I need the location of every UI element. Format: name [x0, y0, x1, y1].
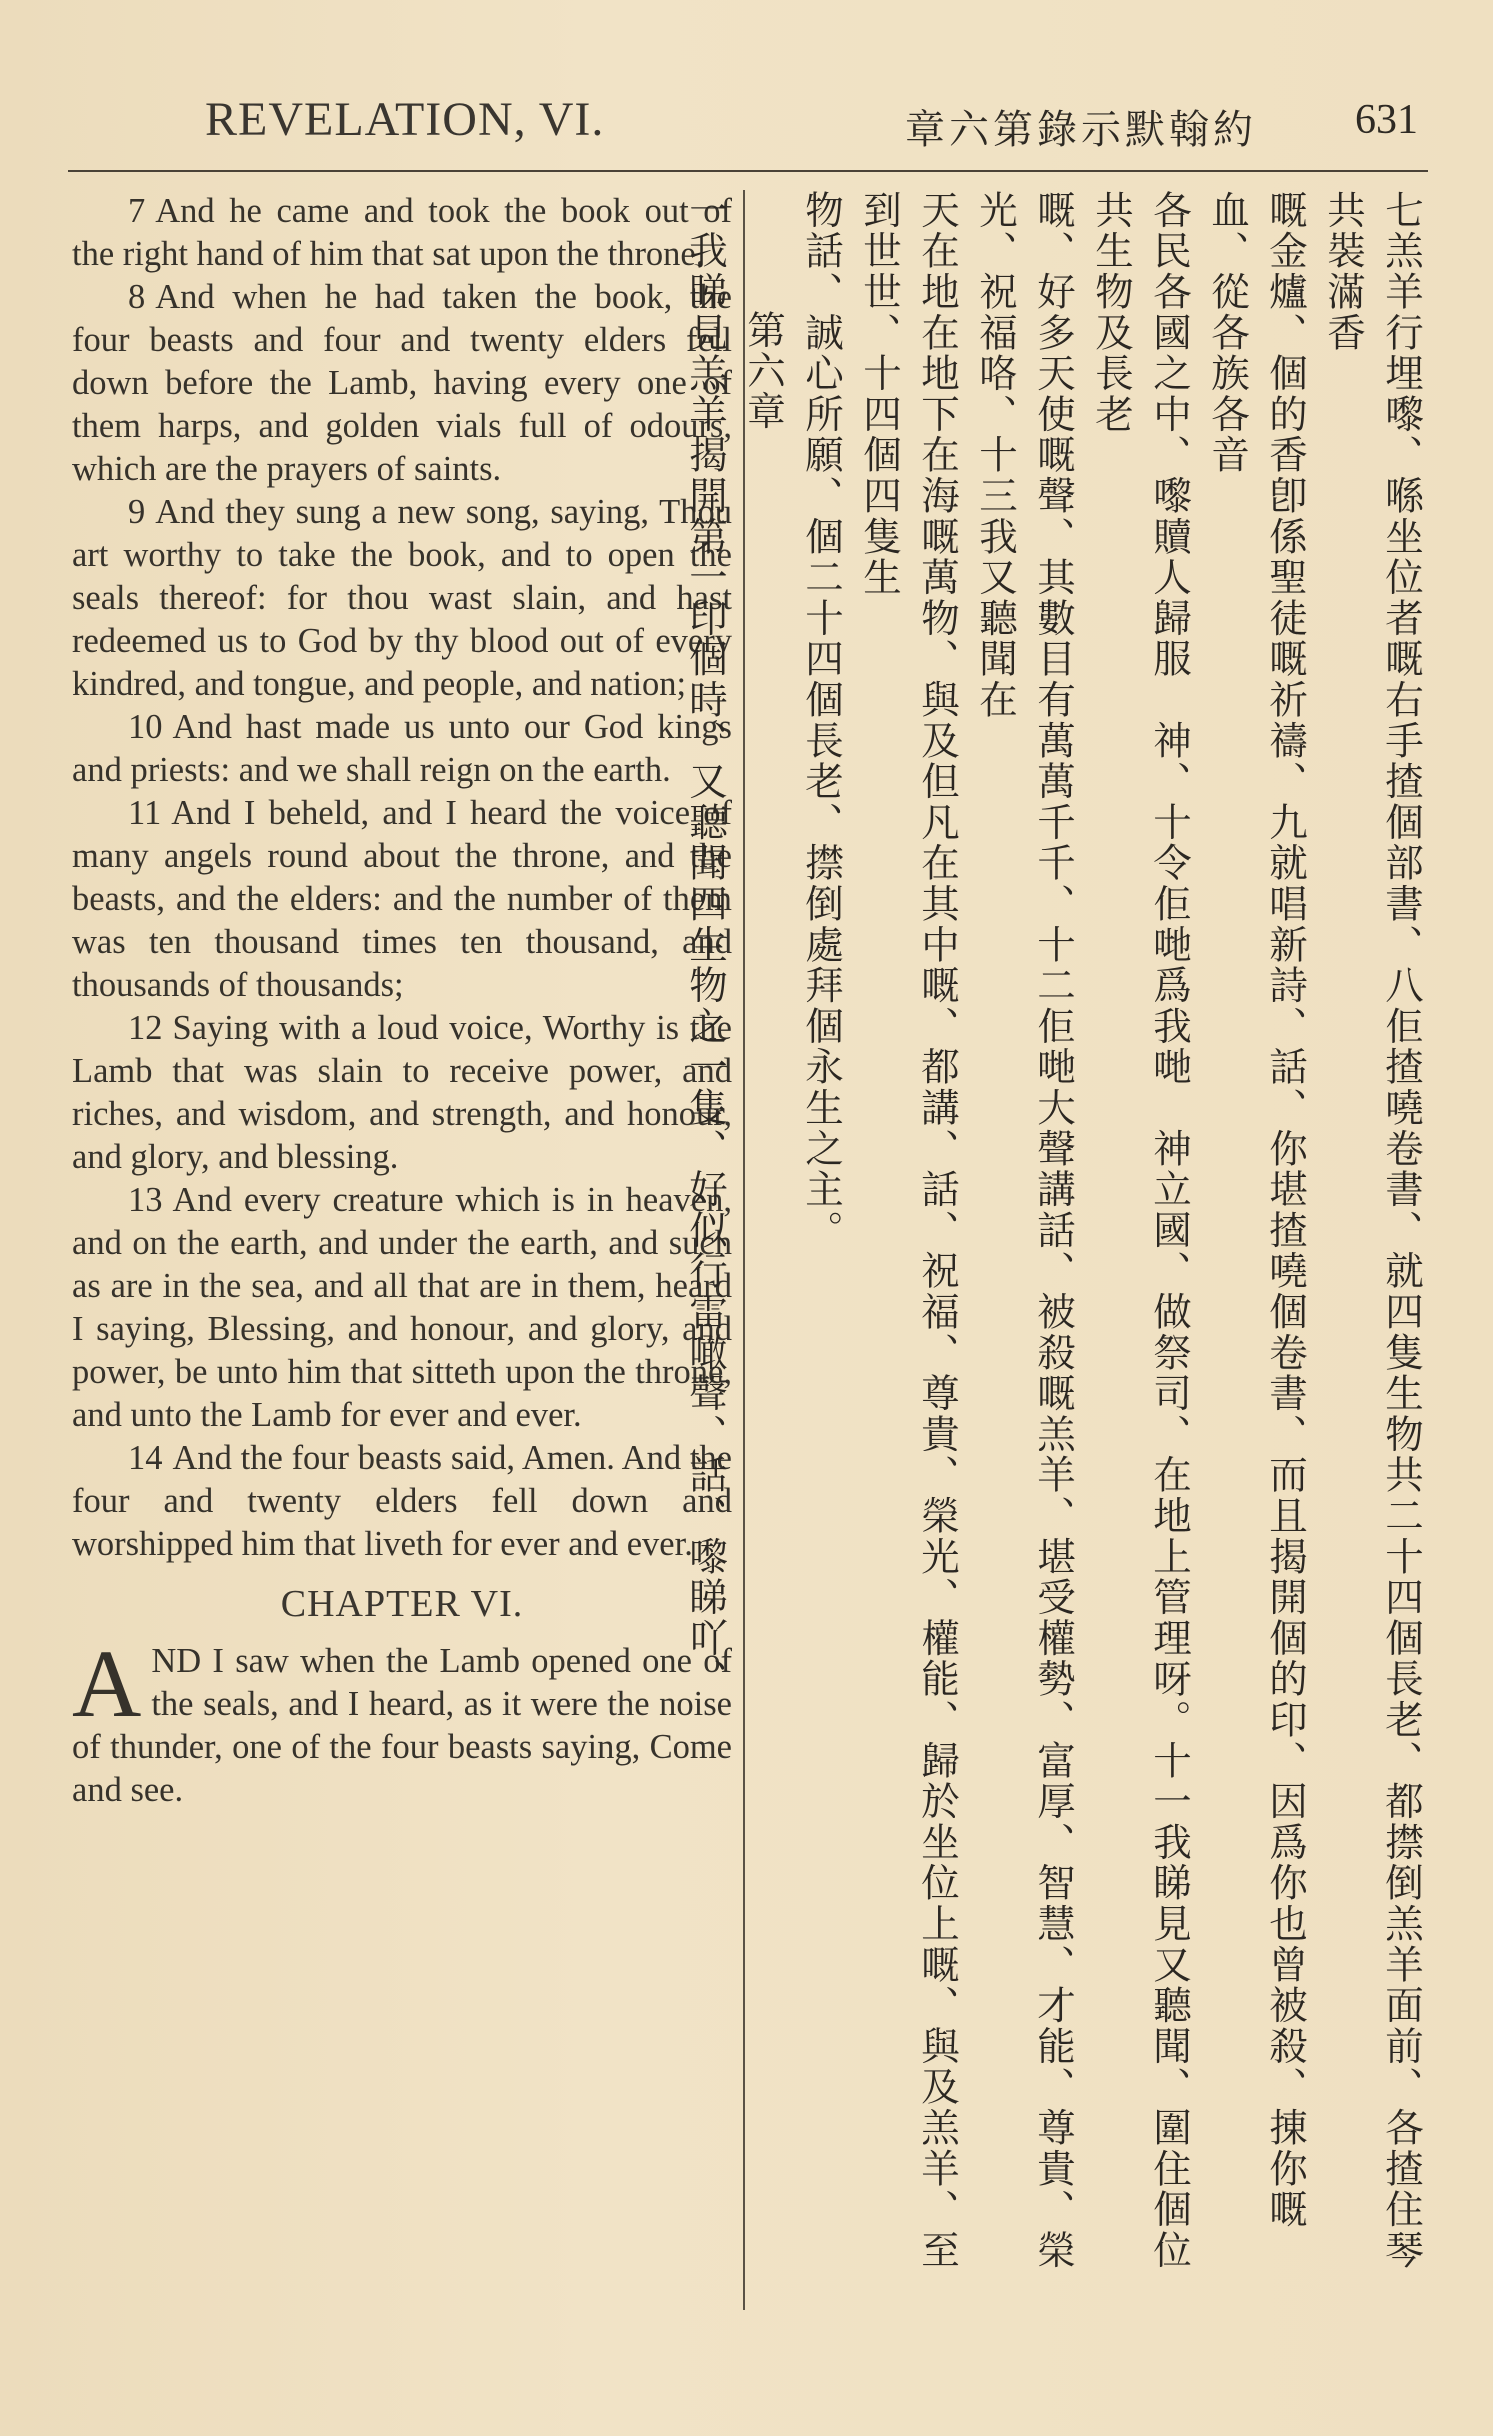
verse-13: 13 And every creature which is in heaven, and on the earth, and under the earth, and such as are in the sea, and all that are in them, heard I saying, Blessing, and honour, and glory, and power, be unto him that sitteth upon the throne, and unto the Lamb for ever and ever. [72, 1181, 732, 1434]
chinese-line: 嘅金爐、個的香卽係聖徒嘅祈禱、九就唱新詩、話、你堪揸嘵個卷書、而且揭開個的印、因爲你也曾被殺、㨂你嘅血、從各族各音 [1205, 190, 1308, 2230]
verse-7: 7 And he came and took the book out of the right hand of him that sat upon the throne. [72, 192, 732, 273]
english-column [72, 190, 732, 1812]
chapter-6-verse-1: AND I saw when the Lamb opened one of the seals, and I heard, as it were the noise of thunder, one of the four beasts saying, Come and see. [72, 1630, 732, 1809]
chinese-line: 七羔羊行埋嚟、喺坐位者嘅右手揸個部書、八佢揸嘵卷書、就四隻生物共二十四個長老、都㩒倒羔羊面前、各揸住琴共裝滿香 [1321, 190, 1424, 2271]
verse-11: 11 And I beheld, and I heard the voice of many angels round about the throne, and the beasts, and the elders: and the number of them was ten thousand times ten thousand, and thousands of thousands; [72, 794, 732, 1004]
chinese-chapter-verse: 一我睇見羔羊揭開第一印個時、又聽聞四生物之一隻、好似行雷噉聲、話、嚟睇吖、 [683, 190, 728, 1700]
chinese-line: 天在地在地下在海嘅萬物、與及但凡在其中嘅、都講、話、祝福、尊貴、榮光、權能、歸於坐位上嘅、與及羔羊、至到世世、十四個四隻生 [857, 190, 960, 2271]
verse-8: 8 And when he had taken the book, the four beasts and four and twenty elders fell down before the Lamb, having every one of them harps, and golden vials full of odours, which are the prayers of saints. [72, 278, 732, 488]
chinese-line: 嘅、好多天使嘅聲、其數目有萬萬千千、十二佢哋大聲講話、被殺嘅羔羊、堪受權勢、富厚、智慧、才能、尊貴、榮光、祝福咯、十三我又聽聞在 [973, 190, 1076, 2271]
english-running-title: REVELATION, VI. [205, 93, 605, 146]
chinese-line: 物話、誠心所願、個二十四個長老、㩒倒處拜個永生之主。 [799, 190, 844, 1251]
page-number: 631 [1355, 97, 1418, 143]
chinese-column [683, 190, 1430, 2300]
verse-14: 14 And the four beasts said, Amen. And the four and twenty elders fell down and worshipped him that liveth for ever and ever. [72, 1439, 732, 1563]
verse-12: 12 Saying with a loud voice, Worthy is the Lamb that was slain to receive power, and riches, and wisdom, and strength, and honour, and glory, and blessing. [72, 1009, 732, 1176]
drop-cap: A [72, 1630, 142, 1737]
chapter-heading: CHAPTER VI. [280, 1583, 524, 1625]
header-rule [68, 170, 1428, 172]
verse-9: 9 And they sung a new song, saying, Thou art worthy to take the book, and to open the seals thereof: for thou wast slain, and hast redeemed us to God by thy blood out of every kindred, and tongue, and people, and nation; [72, 493, 732, 703]
verse-10: 10 And hast made us unto our God kings and priests: and we shall reign on the earth. [72, 708, 732, 789]
chinese-chapter-heading: 第六章 [741, 310, 786, 432]
chinese-running-title: 章六第錄示默翰約 [905, 107, 1257, 153]
chinese-line: 各民各國之中、嚟贖人歸服 神、十令佢哋爲我哋 神立國、做祭司、在地上管理呀。十一我睇見又聽聞、圍住個位共生物及長老 [1089, 190, 1192, 2271]
